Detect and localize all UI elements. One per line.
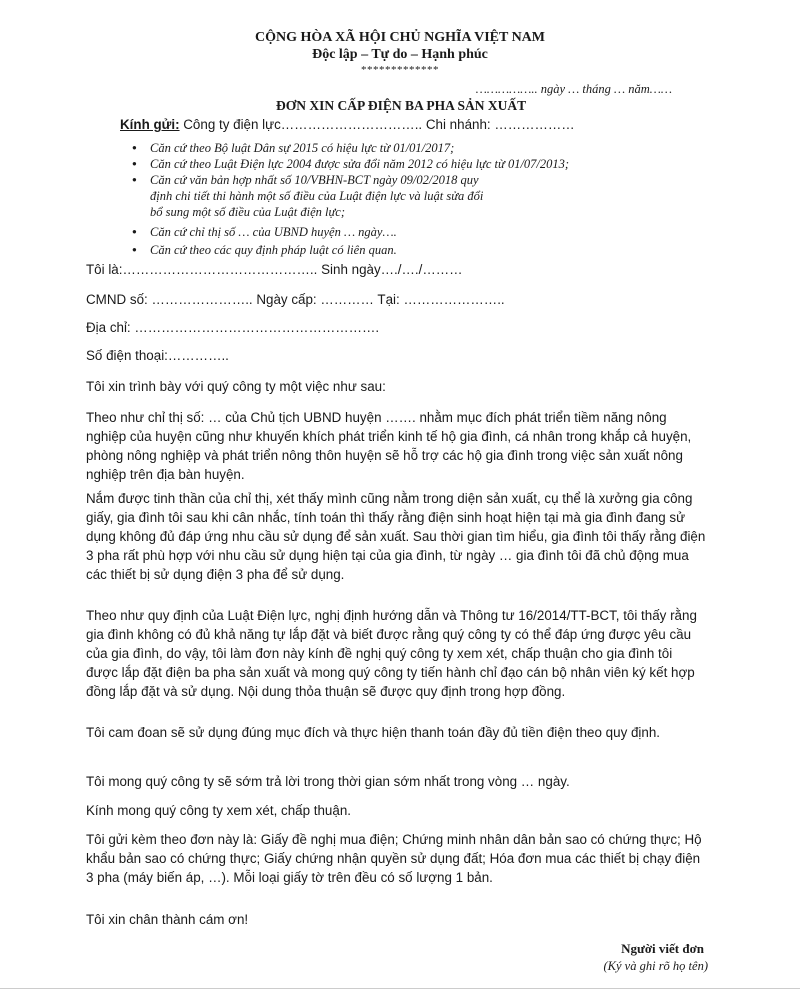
legal-bases-list: [132, 140, 570, 258]
date-line: …………….. ngày … tháng … năm……: [475, 82, 672, 96]
name-field: Tôi là:…………………………………….. Sinh ngày…./…./………: [86, 262, 463, 277]
motto: Độc lập – Tự do – Hạnh phúc: [312, 47, 488, 62]
phone-field: Số điện thoại:…………..: [86, 348, 229, 363]
signature-title: Người viết đơn: [621, 941, 704, 956]
page-bottom-divider: [0, 988, 800, 989]
paragraph-request: Theo như quy định của Luật Điện lực, nghị định hướng dẫn và Thông tư 16/2014/TT-BCT, tôi thấy rằng gia đình không có đủ khả năng tự lắp đặt và biết được rằng quý công ty có thể đáp ứng được yêu cầu của gia đình, do vậy, tôi làm đơn này kính đề nghị quý công ty xem xét, chấp thuận cho gia đình tôi được lắp đặt điện ba pha sản xuất và mong quý công ty tiến hành chỉ đạo cán bộ nhân viên ký kết hợp đồng lắp đặt và sử dụng. Nội dung thỏa thuận sẽ được quy định trong hợp đồng.: [86, 608, 697, 699]
country-heading: CỘNG HÒA XÃ HỘI CHỦ NGHĨA VIỆT NAM: [254, 30, 545, 45]
recipient-text: Công ty điện lực………………………….. Chi nhánh: ………………: [179, 117, 575, 132]
document-title: ĐƠN XIN CẤP ĐIỆN BA PHA SẢN XUẤT: [276, 98, 527, 113]
id-field: CMND số: ………………….. Ngày cấp: ………… Tại: …………………..: [86, 292, 505, 307]
signature-note: (Ký và ghi rõ họ tên): [603, 959, 708, 973]
paragraph-response: Tôi mong quý công ty sẽ sớm trả lời trong thời gian sớm nhất trong vòng … ngày.: [86, 774, 570, 789]
recipient-line: [120, 117, 575, 132]
paragraph-directive: Theo như chỉ thị số: … của Chủ tịch UBND huyện ……. nhằm mục đích phát triển tiềm năng nông nghiệp của huyện cũng như khuyến khích phát triển kinh tế hộ gia đình, cá nhân trong khắp cả huyện, phòng nông nghiệp và phát triển nông thôn huyện sẽ hỗ trợ các hộ gia đình trong việc sản xuất nông nghiệp trên địa bàn huyện.: [86, 410, 692, 482]
list-item: ● Căn cứ theo Bộ luật Dân sự 2015 có hiệu lực từ 01/01/2017;: [132, 140, 492, 156]
list-item: ● Căn cứ theo các quy định pháp luật có liên quan.: [132, 242, 492, 258]
address-field: Địa chỉ: ……………………………………………….: [86, 320, 380, 335]
paragraph-attachments: Tôi gửi kèm theo đơn này là: Giấy đề nghị mua điện; Chứng minh nhân dân bản sao có chứng thực; Hộ khẩu bản sao có chứng thực; Giấy chứng nhận quyền sử dụng đất; Hóa đơn mua các thiết bị chạy điện 3 pha (máy biến áp, …). Mỗi loại giấy tờ trên đều có số lượng 1 bản.: [86, 832, 702, 885]
paragraph-need: Nắm được tinh thần của chỉ thị, xét thấy mình cũng nằm trong diện sản xuất, cụ thể là xưởng gia công giấy, gia đình tôi sau khi cân nhắc, tính toán thì thấy rằng điện sinh hoạt hiện tại mà gia đình đang sử dụng không đủ đáp ứng nhu cầu sử dụng để sản xuất. Sau thời gian tìm hiểu, gia đình tôi thấy rằng điện 3 pha rất phù hợp với nhu cầu sử dụng hiện tại của gia đình, từ ngày … gia đình tôi đã chủ động mua các thiết bị sử dụng điện 3 pha để sử dụng.: [86, 491, 706, 582]
list-item: ● Căn cứ văn bản hợp nhất số 10/VBHN-BCT ngày 09/02/2018 quy định chi tiết thi hành một số điều của Luật điện lực và luật sửa đổi bổ sung một số điều của Luật điện lực;: [132, 172, 492, 220]
recipient-label: Kính gửi:: [120, 117, 180, 132]
stars-divider: *************: [361, 64, 439, 76]
list-item: ● Căn cứ theo Luật Điện lực 2004 được sửa đổi năm 2012 có hiệu lực từ 01/07/2013;: [132, 156, 492, 172]
list-item: ● Căn cứ chỉ thị số … của UBND huyện … ngày….: [132, 224, 492, 240]
intro-line: Tôi xin trình bày với quý công ty một việc như sau:: [86, 379, 386, 394]
paragraph-thanks: Tôi xin chân thành cám ơn!: [86, 912, 249, 927]
paragraph-commitment: Tôi cam đoan sẽ sử dụng đúng mục đích và thực hiện thanh toán đầy đủ tiền điện theo quy định.: [86, 725, 661, 740]
paragraph-approval: Kính mong quý công ty xem xét, chấp thuận.: [86, 803, 351, 818]
